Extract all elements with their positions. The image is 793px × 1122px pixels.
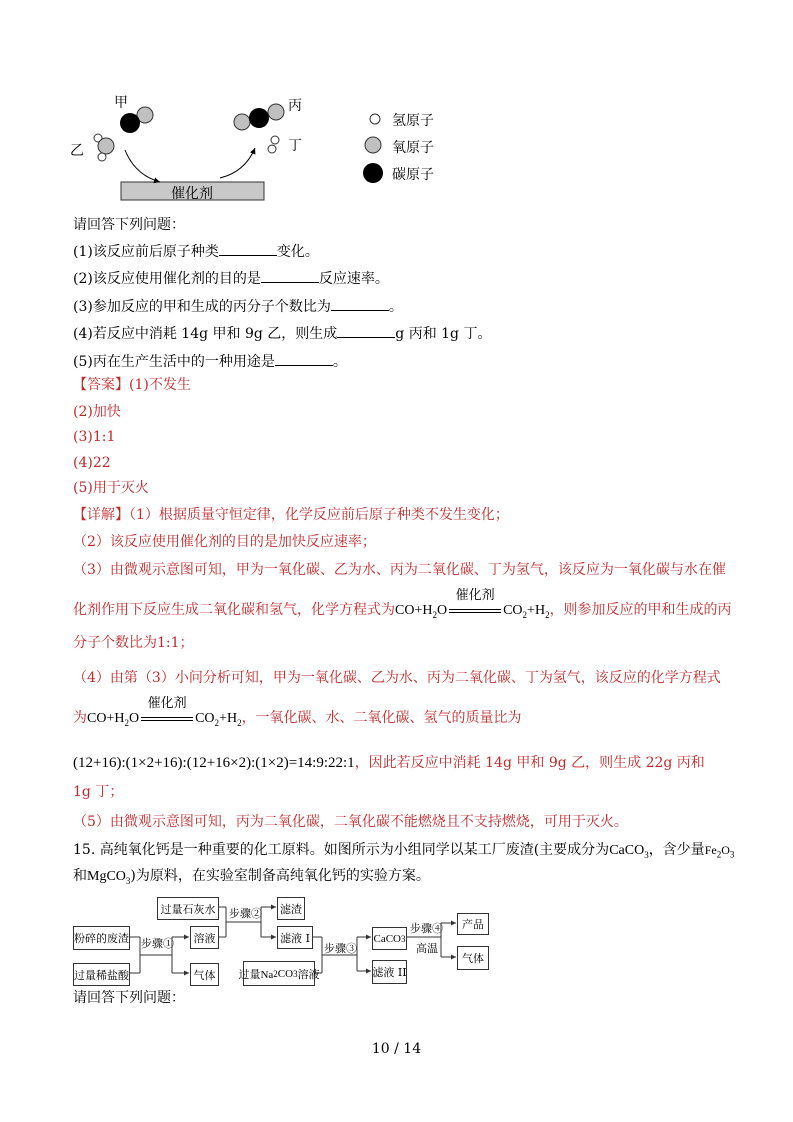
box-limewater: 过量石灰水 — [157, 897, 219, 920]
page-number: 10 / 14 — [371, 1041, 422, 1057]
q-text: 反应速率。 — [318, 271, 389, 287]
detail-6: （4）由第（3）小问分析可知，甲为一氧化碳、乙为水、丙为二氧化碳、丁为氢气，该反应的化学方程式 — [73, 670, 721, 686]
box-gas-1: 气体 — [190, 963, 219, 986]
answer-3: (3)1:1 — [73, 429, 116, 445]
prompt: 请回答下列问题： — [73, 217, 185, 233]
detail-text: 为 — [73, 710, 87, 726]
detail-9: 1g 丁； — [73, 784, 124, 800]
step-4-label: 步骤④ — [410, 922, 443, 935]
q-text: (1)该反应前后原子种类 — [73, 244, 219, 260]
answer-5: (5)用于灭火 — [73, 480, 149, 496]
eq-condition: 催化剂 — [147, 695, 187, 710]
q15-text: 15. 高纯氧化钙是一种重要的化工原料。如图所示为小组同学以某工厂废渣(主要成分为 — [73, 842, 610, 858]
f-sub: 2 — [716, 849, 722, 860]
eq-sub: 2 — [237, 717, 242, 728]
detail-3: （3）由微观示意图可知，甲为一氧化碳、乙为水、丙为二氧化碳、丁为氢气，该反应为一氧化碳与水在催 — [73, 562, 726, 578]
box-na2co3 — [238, 961, 320, 986]
detail-2: （2）该反应使用催化剂的目的是加快反应速率； — [73, 534, 376, 550]
f-part: CO — [277, 967, 294, 980]
f-part: 溶液 — [297, 968, 320, 981]
legend-oxygen: 氧原子 — [392, 140, 434, 156]
box-solution: 溶液 — [190, 926, 219, 949]
eq-sub: 2 — [522, 609, 528, 620]
f-sub: 3 — [729, 849, 735, 860]
answer-4: (4)22 — [73, 455, 111, 471]
eq-part: CO — [503, 603, 523, 618]
eq-part: +H — [527, 603, 546, 618]
q-text: 变化。 — [276, 244, 319, 260]
catalyst-label: 催化剂 — [171, 186, 213, 202]
legend-carbon: 碳原子 — [392, 167, 434, 183]
label-jia: 甲 — [114, 95, 128, 111]
eq-part: CO — [195, 711, 215, 726]
f-part: O — [721, 843, 730, 857]
eq-sub: 2 — [214, 717, 220, 728]
box-product: 产品 — [457, 913, 489, 935]
detail-5: 分子个数比为1:1； — [73, 635, 194, 651]
box-hcl: 过量稀盐酸 — [73, 963, 130, 986]
f-sub: 2 — [273, 968, 278, 979]
step-2-label: 步骤② — [229, 907, 262, 920]
q15-text: 和 — [73, 868, 87, 884]
eq-part: CO+H — [395, 603, 433, 618]
q-text: g 丙和 1g 丁。 — [395, 326, 492, 342]
f-sub: 3 — [293, 968, 298, 979]
box-waste: 粉碎的废渣 — [73, 926, 130, 950]
q-text: (5)丙在生产生活中的一种用途是 — [73, 354, 275, 370]
label-ding: 丁 — [288, 138, 302, 154]
label-bing: 丙 — [288, 98, 302, 114]
f-part: Fe — [704, 843, 717, 857]
step-3-label: 步骤③ — [324, 942, 357, 955]
q-text: 。 — [388, 299, 403, 315]
f-part: CaCO — [373, 932, 401, 945]
eq-sub: 2 — [124, 717, 129, 728]
f-part: CaCO — [609, 843, 645, 858]
q-text: (3)参加反应的甲和生成的丙分子个数比为 — [73, 299, 331, 315]
answer-2: (2)加快 — [73, 404, 121, 420]
q-text: (2)该反应使用催化剂的目的是 — [73, 271, 261, 287]
detail-text: （1）根据质量守恒定律，化学反应前后原子种类不发生变化； — [129, 507, 509, 523]
detail-tag: 【详解】 — [73, 507, 129, 523]
f-sub: 3 — [125, 875, 131, 886]
answer-tag: 【答案】 — [73, 377, 129, 393]
f-part: 过量Na — [238, 968, 274, 981]
eq-part: O — [128, 711, 140, 726]
q-text: 。 — [332, 354, 347, 370]
mass-ratio: (12+16):(1×2+16):(12+16×2):(1×2)=14:9:22:1 — [73, 755, 355, 771]
box-gas-2: 气体 — [457, 946, 489, 970]
detail-text: ，因此若反应中消耗 14g 甲和 9g 乙，则生成 22g 丙和 — [354, 755, 705, 771]
box-filtrate-1: 滤液 I — [277, 926, 313, 949]
f-sub: 3 — [644, 849, 649, 860]
f-sub: 3 — [401, 933, 406, 944]
q15-text: ，含少量 — [648, 842, 705, 858]
eq-part: CO+H — [87, 711, 125, 726]
label-yi: 乙 — [70, 143, 84, 159]
detail-text: 化剂作用下反应生成二氧化碳和氢气，化学方程式为 — [73, 602, 395, 618]
detail-10: （5）由微观示意图可知，丙为二氧化碳，二氧化碳不能燃烧且不支持燃烧，可用于灭火。 — [73, 814, 628, 830]
eq-part: +H — [219, 711, 238, 726]
answer-item: (1)不发生 — [129, 377, 191, 393]
eq-part: O — [436, 603, 448, 618]
q15-text: )为原料，在实验室制备高纯氧化钙的实验方案。 — [130, 868, 430, 884]
f-part: MgCO — [87, 869, 126, 884]
prompt-2: 请回答下列问题： — [73, 990, 185, 1006]
eq-condition: 催化剂 — [455, 587, 495, 602]
box-residue: 滤渣 — [277, 897, 305, 920]
step-1-label: 步骤① — [141, 937, 174, 950]
legend-hydrogen: 氢原子 — [392, 113, 434, 129]
detail-text: ，一氧化碳、水、二氧化碳、氢气的质量比为 — [241, 710, 522, 726]
eq-sub: 2 — [545, 609, 550, 620]
detail-text: ，则参加反应的甲和生成的丙 — [549, 602, 732, 618]
box-caco3 — [372, 927, 407, 950]
box-filtrate-2: 滤液 II — [372, 960, 407, 984]
high-temp-label: 高温 — [416, 942, 438, 955]
q-text: (4)若反应中消耗 14g 甲和 9g 乙，则生成 — [73, 326, 338, 342]
eq-sub: 2 — [432, 609, 437, 620]
